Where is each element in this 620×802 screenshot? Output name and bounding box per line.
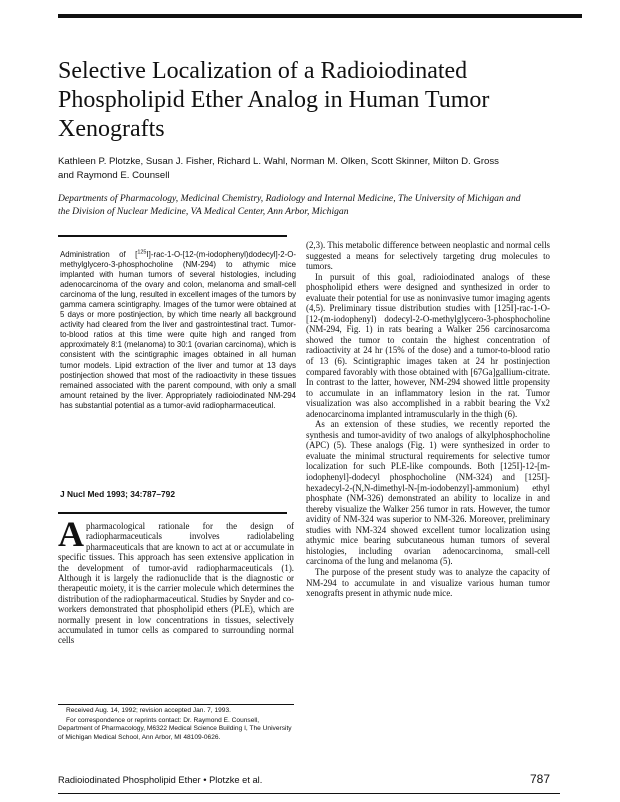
article-title <box>58 57 578 144</box>
footnotes <box>58 707 294 744</box>
paragraph: In pursuit of this goal, radioiodinated analogs of these phospholipid ethers were designed and synthesized in order to evaluate their potential for use as noninvasive tumor imaging agents (4,5). Preliminary tissue distribution studies with [125I]-rac-1-O-[12-(m-iodophenyl) dodecyl-2-O-methylglycero-3-phosphocholine (NM-294, Fig. 1) in rats bearing a Walker 256 carcinosarcoma showed the tumor to contain the highest concentration of radioactivity at 24 hr (15% of the dose) and a tumor-to-blood ratio of 13 (6). Scintigraphic images taken at 24 hr postinjection compared favorably with those obtained with [67Ga]gallium-citrate. In contrast to the latter, however, NM-294 showed little propensity to accumulate in an inflammatory lesion in the rat. Tumor visualization was also accomplished in a rabbit bearing the Vx2 adenocarcinoma implanted intramuscularly in the thigh (6). <box>306 271 550 419</box>
footnote-received: Received Aug. 14, 1992; revision accepted Jan. 7, 1993. <box>66 707 231 714</box>
footnote-correspondence: For correspondence or reprints contact: Dr. Raymond E. Counsell, Department of Pharmacology, M6322 Medical Science Building I, The University of Michigan Medical School, Ann Arbor, MI 48109-0626. <box>58 717 292 741</box>
abstract-isotope: 125 <box>137 249 147 256</box>
affiliations <box>58 193 588 218</box>
author-list <box>58 155 588 182</box>
intro-column-left <box>58 514 294 646</box>
title-line: Selective Localization of a Radioiodinated <box>58 58 468 84</box>
affiliation-line: Departments of Pharmacology, Medicinal Chemistry, Radiology and Internal Medicine, The University of Michigan and <box>58 193 521 204</box>
title-line: Phospholipid Ether Analog in Human Tumor <box>58 87 490 113</box>
footnote-rule <box>58 704 294 705</box>
authors-line: Kathleen P. Plotzke, Susan J. Fisher, Richard L. Wahl, Norman M. Olken, Scott Skinner, Milton D. Gross <box>58 156 499 167</box>
title-line: Xenografts <box>58 116 165 142</box>
top-rule <box>58 14 582 18</box>
intro-text: pharmacological rationale for the design of radiopharmaceuticals involves radiolabeling pharmaceuticals that are known to act at or accumulate in specific tissues. This approach has seen extensive application in the development of tumor-avid radiopharmaceuticals (1). Although it is largely the radionuclide that is the diagnostic or therapeutic moiety, it is the carrier molecule which determines the distribution of the radiopharmaceutical. Studies by Snyder and co-workers demonstrated that phospholipid ethers (PLE), which are normally present in low concentrations in tissues, selectively accumulated in tumor cells as compared to surrounding normal cells <box>58 521 294 646</box>
page-number: 787 <box>529 772 550 786</box>
abstract-top-rule <box>58 235 287 237</box>
journal-citation: J Nucl Med 1993; 34:787–792 <box>60 489 175 499</box>
drop-cap: A <box>58 514 84 554</box>
footer-rule <box>58 793 560 794</box>
paragraph: The purpose of the present study was to analyze the capacity of NM-294 to accumulate in and visualize various human tumor xenografts present in athymic nude mice. <box>306 566 550 599</box>
abstract-text: I]-rac-1-O-[12-(m-iodophenyl)dodecyl]-2-O-methylglycero-3-phosphocholine (NM-294) to athymic mice implanted with human tumors of several histologies, including adenocarcinoma of the ovary and colon, melanoma and small-cell carcinoma of the lung, resulted in excellent images of the tumors by gamma camera scintigraphy. Images of the tumor were obtained at 5 days or more postinjection, by which time nearly all background activity had cleared from the liver and gastrointestinal tract. Tumor-to-blood ratios at this time were quite high and ranged from approximately 8:1 (melanoma) to 30:1 (ovarian carcinoma), which is consistent with the scintigraphic images obtained in all human tumor models. Lipid extraction of the liver and tumor at 13 days postinjection showed that most of the radioactivity in these tissues remained associated with the parent compound, with only a small amount retained by the liver. Appropriately radioiodinated NM-294 has substantial potential as a tumor-avid radiopharmaceutical. <box>60 250 296 410</box>
paragraph: As an extension of these studies, we recently reported the synthesis and tumor-avidity of two analogs of alkylphosphocholine (APC) (5). These analogs (Fig. 1) were synthesized in order to evaluate the minimal structural requirements for selective tumor localization for such PLE-like compounds. Both [125I]-12-[m-iodophenyl]-dodecyl phosphocholine (NM-324) and [125I]-hexadecyl-2-(N,N-dimethyl-N-[m-iodobenzyl]-ammonium) ethyl phosphate (NM-326) demonstrated an ability to localize in and thereby visualize the Walker 256 tumor in rats. However, the tumor avidity of NM-324 was superior to NM-326. Moreover, preliminary studies with NM-324 showed excellent tumor localization using athymic mice bearing subcutaneous human tumors of several histologies, including ovarian adenocarcinoma, small-cell carcinoma of the lung and melanoma (5). <box>306 419 550 567</box>
authors-line: and Raymond E. Counsell <box>58 169 170 181</box>
abstract <box>60 250 296 411</box>
abstract-bottom-rule <box>58 512 287 514</box>
running-footer: Radioiodinated Phospholipid Ether • Plotzke et al. <box>58 775 263 785</box>
abstract-lead: Administration of [ <box>60 250 138 259</box>
intro-column-right <box>306 240 550 599</box>
paragraph: (2,3). This metabolic difference between neoplastic and normal cells suggested a means for selectively targeting drug molecules to tumors. <box>306 240 550 272</box>
affiliation-line: the Division of Nuclear Medicine, VA Medical Center, Ann Arbor, Michigan <box>58 205 349 217</box>
